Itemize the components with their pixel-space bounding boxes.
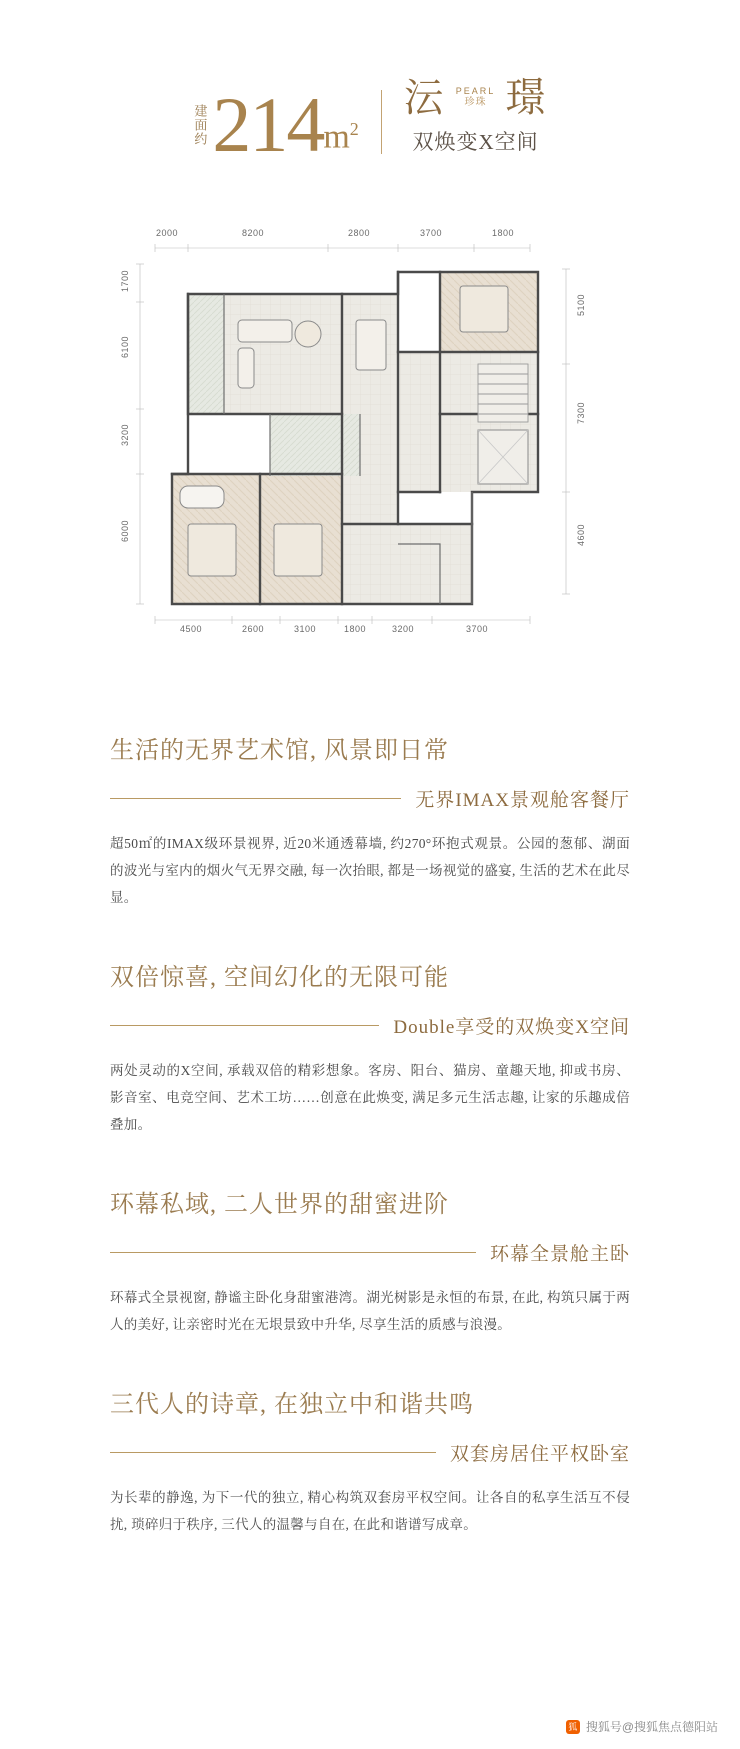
dim-top-5: 1800	[492, 228, 515, 238]
section-2-subtitle-row	[110, 1012, 630, 1039]
dim-bottom-3: 3100	[294, 624, 317, 634]
section-4-body: 为长辈的静逸, 为下一代的独立, 精心构筑双套房平权空间。让各自的私享生活互不侵扰, 琐碎归于秩序, 三代人的温馨与自在, 在此和谐谱写成章。	[110, 1490, 630, 1532]
area-unit	[323, 120, 358, 154]
brand-char-left: 沄	[403, 75, 446, 120]
section-2-rule	[110, 1025, 379, 1026]
dim-top-4: 3700	[420, 228, 443, 238]
brand-top	[403, 75, 548, 120]
brand-subtitle: 双焕变X空间	[412, 130, 539, 154]
brand-block	[403, 75, 548, 156]
dim-left-2: 6100	[120, 336, 130, 359]
section-4-subtitle: 双套房居住平权卧室	[449, 1444, 630, 1465]
area-prefix-label: 建面约	[192, 104, 208, 146]
section-2-body: 两处灵动的X空间, 承载双倍的精彩想象。客房、阳台、猫房、童趣天地, 抑或书房、影音室、电竞空间、艺术工坊……创意在此焕变, 满足多元生活志趣, 让家的乐趣成倍叠加。	[110, 1063, 630, 1132]
page-header	[0, 0, 740, 168]
footer-text: 搜狐号@搜狐焦点德阳站	[585, 1720, 718, 1734]
brand-seal-cn: 珍珠	[464, 96, 487, 108]
section-4-subtitle-row	[110, 1439, 630, 1466]
section-3-body: 环幕式全景视窗, 静谧主卧化身甜蜜港湾。湖光树影是永恒的布景, 在此, 构筑只属于两人的美好, 让亲密时光在无垠景致中升华, 尽享生活的质感与浪漫。	[110, 1290, 630, 1332]
section-1-rule	[110, 798, 401, 799]
section-4-title: 三代人的诗章, 在独立中和谐共鸣	[110, 1392, 474, 1418]
dim-bottom-2: 2600	[242, 624, 265, 634]
area-unit-text: m	[323, 118, 350, 155]
header-inner	[192, 75, 548, 168]
dim-bottom-6: 3700	[466, 624, 489, 634]
brand-seal-en: PEARL	[455, 85, 496, 96]
section-3	[110, 1184, 630, 1338]
header-divider	[381, 90, 382, 154]
section-1-body: 超50㎡的IMAX级环景视界, 近20米通透幕墙, 约270°环抱式观景。公园的葱郁、湖面的波光与室内的烟火气无界交融, 每一次抬眼, 都是一场视觉的盛宴, 生活的艺术在此尽显。	[110, 836, 630, 905]
dim-top-3: 2800	[348, 228, 371, 238]
section-4-rule	[110, 1452, 436, 1453]
floor-plan	[110, 224, 630, 644]
area-number: 214	[212, 80, 324, 168]
content-sections	[110, 730, 630, 1538]
section-2-subtitle: Double享受的双焕变X空间	[393, 1017, 630, 1038]
floor-plan-drawing	[110, 224, 630, 644]
brand-char-right: 璟	[505, 75, 548, 120]
section-1-subtitle-row	[110, 785, 630, 812]
dim-left-1: 1700	[120, 270, 130, 293]
section-4	[110, 1384, 630, 1538]
sohu-logo-icon: 狐	[566, 1720, 580, 1734]
dim-top-2: 8200	[242, 228, 265, 238]
section-1-title: 生活的无界艺术馆, 风景即日常	[110, 738, 449, 764]
dim-right-3: 4600	[576, 524, 586, 547]
section-3-rule	[110, 1252, 476, 1253]
dim-bottom-5: 3200	[392, 624, 415, 634]
dim-right-1: 5100	[576, 294, 586, 317]
dim-bottom-4: 1800	[344, 624, 367, 634]
dim-bottom-1: 4500	[180, 624, 203, 634]
dim-right-2: 7300	[576, 402, 586, 425]
dim-left-3: 3200	[120, 424, 130, 447]
brand-seal	[456, 87, 496, 108]
footer-attribution	[566, 1718, 718, 1735]
area-exponent: 2	[349, 118, 359, 139]
section-1-subtitle: 无界IMAX景观舱客餐厅	[415, 790, 630, 811]
section-1	[110, 730, 630, 911]
section-3-subtitle: 环幕全景舱主卧	[489, 1244, 630, 1265]
dim-top-1: 2000	[156, 228, 179, 238]
section-2	[110, 957, 630, 1138]
section-3-subtitle-row	[110, 1239, 630, 1266]
section-3-title: 环幕私域, 二人世界的甜蜜进阶	[110, 1192, 449, 1218]
dim-left-4: 6000	[120, 520, 130, 543]
section-2-title: 双倍惊喜, 空间幻化的无限可能	[110, 965, 449, 991]
